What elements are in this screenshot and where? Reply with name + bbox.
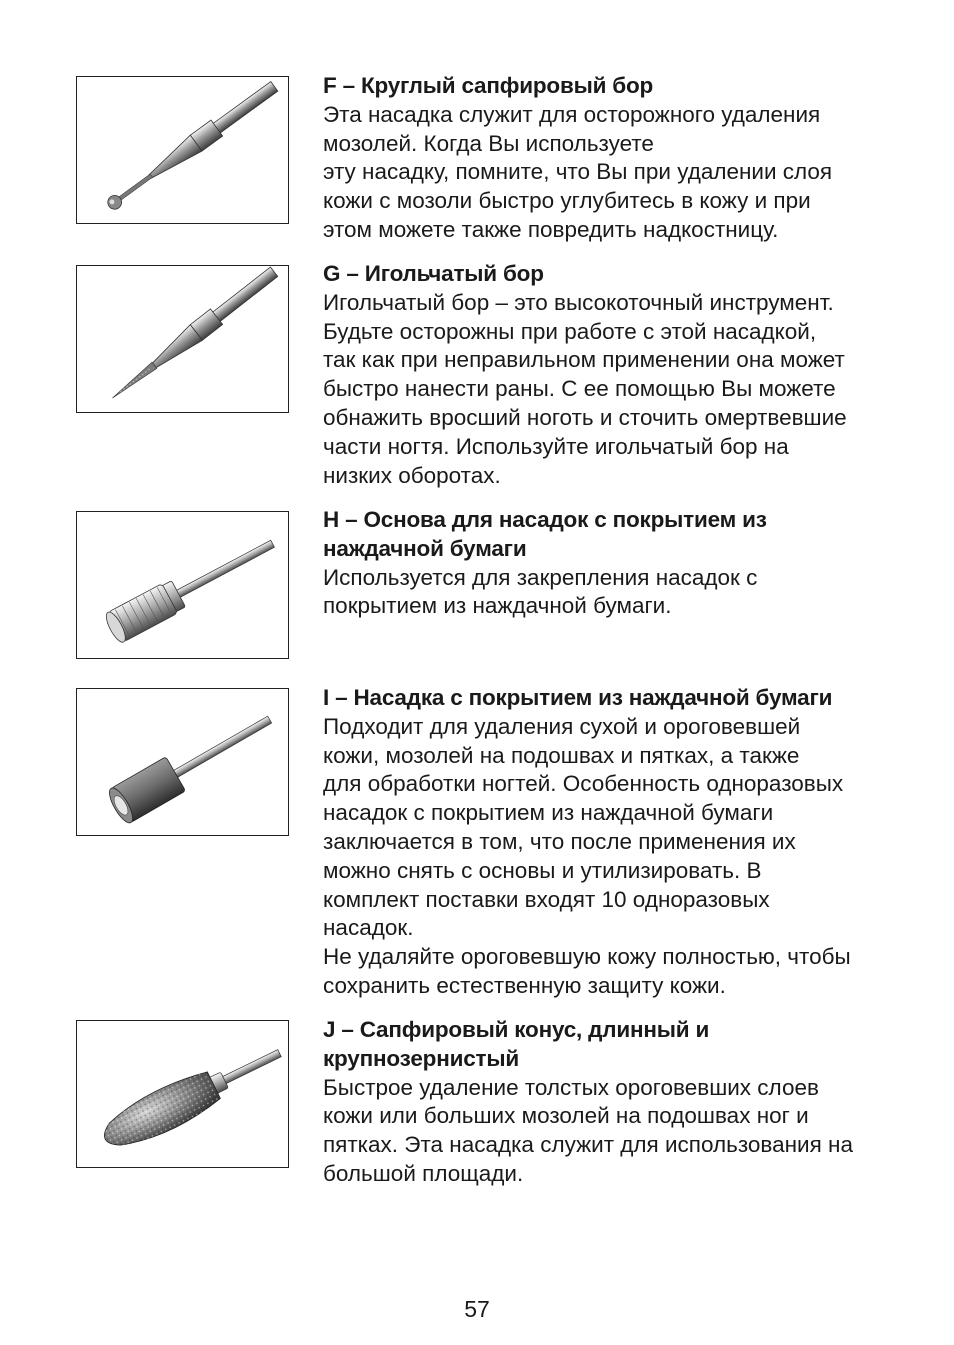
page-number: 57	[464, 1296, 490, 1322]
body-line: быстро нанести раны. С ее помощью Вы можете	[323, 376, 836, 402]
body-line: пятках. Эта насадка служит для использования на	[323, 1132, 853, 1158]
body-line: кожи с мозоли быстро углубитесь в кожу и при	[323, 188, 811, 214]
body-line: мозолей. Когда Вы используете	[323, 130, 654, 156]
body-line: так как при неправильном применении она может	[323, 347, 845, 373]
section-i	[323, 684, 903, 1001]
image-frame-g	[76, 265, 289, 413]
image-frame-h	[76, 511, 289, 659]
section-title: наждачной бумаги	[323, 535, 527, 561]
section-title: I – Насадка с покрытием из наждачной бумаги	[323, 685, 833, 710]
section-g	[323, 260, 903, 490]
body-line: насадок с покрытием из наждачной бумаги	[323, 800, 774, 826]
body-line: низких оборотах.	[323, 462, 501, 488]
image-frame-f	[76, 76, 289, 224]
body-line: Эта насадка служит для осторожного удаления	[323, 101, 821, 127]
body-line: Будьте осторожны при работе с этой насадкой,	[323, 318, 817, 344]
body-line: для обработки ногтей. Особенность одноразовых	[323, 771, 844, 797]
body-line: обнажить вросший ноготь и сточить омертвевшие	[323, 404, 847, 430]
body-line: комплект поставки входят 10 одноразовых	[323, 886, 770, 912]
body-line: части ногтя. Используйте игольчатый бор на	[323, 433, 789, 459]
section-title: крупнозернистый	[323, 1045, 519, 1071]
body-line: Быстрое удаление толстых ороговевших слоев	[323, 1074, 819, 1100]
body-line: Не удаляйте ороговевшую кожу полностью, чтобы	[323, 944, 851, 970]
section-title: J – Сапфировый конус, длинный и	[323, 1017, 710, 1042]
body-line: кожи, мозолей на подошвах и пятках, а также	[323, 742, 800, 768]
section-h	[323, 506, 903, 621]
section-title: F – Круглый сапфировый бор	[323, 73, 654, 98]
body-line: Используется для закрепления насадок с	[323, 564, 758, 590]
body-line: этом можете также повредить надкостницу.	[323, 216, 779, 242]
section-j	[323, 1016, 903, 1189]
sanding-cap-icon	[77, 689, 288, 835]
body-line: можно снять с основы и утилизировать. В	[323, 857, 762, 883]
body-line: Подходит для удаления сухой и ороговевшей	[323, 713, 801, 739]
sanding-cap-holder-icon	[77, 512, 288, 658]
section-f	[323, 72, 903, 245]
body-line: сохранить естественную защиту кожи.	[323, 972, 726, 998]
body-line: кожи или больших мозолей на подошвах ног и	[323, 1103, 809, 1129]
round-sapphire-bur-icon	[77, 77, 288, 223]
needle-bur-icon	[77, 266, 288, 412]
long-sapphire-cone-icon	[77, 1021, 288, 1167]
body-line: покрытием из наждачной бумаги.	[323, 593, 672, 619]
section-title: G – Игольчатый бор	[323, 261, 544, 286]
body-line: эту насадку, помните, что Вы при удалении слоя	[323, 159, 833, 185]
body-line: большой площади.	[323, 1160, 524, 1186]
image-frame-j	[76, 1020, 289, 1168]
body-line: заключается в том, что после применения их	[323, 828, 796, 854]
section-title: H – Основа для насадок с покрытием из	[323, 507, 767, 532]
body-line: насадок.	[323, 915, 414, 941]
body-line: Игольчатый бор – это высокоточный инструмент.	[323, 289, 834, 315]
image-frame-i	[76, 688, 289, 836]
